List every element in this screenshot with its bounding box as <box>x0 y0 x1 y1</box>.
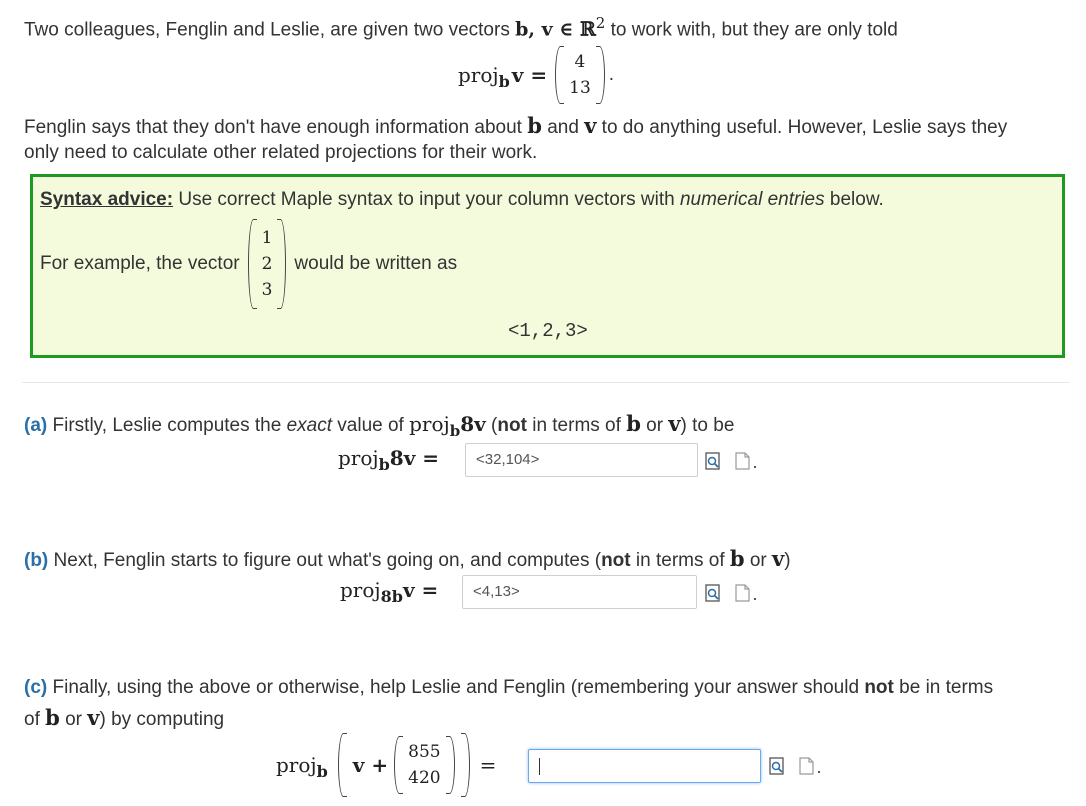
text: Fenglin says that they don't have enough information about <box>24 117 528 138</box>
given-column-vector <box>555 46 605 104</box>
part-c-column-vector <box>394 736 454 794</box>
proj-operator: proj <box>276 753 317 777</box>
text: or <box>640 415 669 436</box>
symbol-b: b <box>626 411 641 436</box>
section-divider <box>22 382 1070 383</box>
symbol-v: v <box>584 113 597 138</box>
text: or <box>59 709 88 730</box>
advice-text: Use correct Maple syntax to input your column vectors with <box>173 189 680 210</box>
example-text: would be written as <box>294 253 458 274</box>
emphasis: exact <box>286 415 333 436</box>
text: Firstly, Leslie computes the <box>47 415 287 436</box>
answer-input-a[interactable]: <32,104> <box>465 443 698 477</box>
part-b-lhs <box>340 578 438 606</box>
given-projection <box>458 44 614 106</box>
proj-subscript: b <box>498 71 510 91</box>
symbol-b: b <box>527 113 542 138</box>
text: ( <box>485 415 498 436</box>
proj-subscript: b <box>378 454 390 474</box>
period: . <box>608 64 615 85</box>
intro-paragraph-2 <box>24 113 1007 139</box>
advice-example-line <box>40 217 457 311</box>
symbol-b: b <box>729 546 745 571</box>
intro-text-2: to work with, but they are only told <box>605 19 898 41</box>
proj-subscript: 8b <box>380 586 403 606</box>
text: to do anything useful. However, Leslie says they <box>596 117 1008 138</box>
vector-entry: 3 <box>261 280 273 300</box>
part-a-lhs <box>338 446 439 474</box>
v-plus: v + <box>352 753 389 777</box>
advice-text: below. <box>824 189 884 210</box>
text: value of <box>332 415 410 436</box>
equals-sign: = <box>479 753 497 777</box>
expr: 8v <box>460 412 486 436</box>
advice-emphasis: numerical entries <box>679 189 825 210</box>
vector-entry: 4 <box>574 52 586 72</box>
intro-paragraph-2-line-2: only need to calculate other related projections for their work. <box>24 142 538 163</box>
text: in terms of <box>526 415 627 436</box>
vectors-symbol: b, v ∈ ℝ <box>515 18 596 41</box>
part-b-question <box>24 546 791 572</box>
text: Next, Fenglin starts to figure out what's going on, and computes ( <box>48 550 602 571</box>
part-c-question <box>24 677 993 699</box>
help-document-icon[interactable] <box>735 584 751 602</box>
preview-icon[interactable] <box>705 452 721 470</box>
vector-entry: 855 <box>408 742 441 762</box>
advice-heading-line <box>40 189 884 211</box>
answer-input-b[interactable]: <4,13> <box>462 575 697 609</box>
example-code: <1,2,3> <box>508 320 588 342</box>
not-emphasis: not <box>864 677 894 698</box>
part-a-question: (a) Firstly, Leslie computes the exact value of proj$_b$8v (not in terms of b or v) to be <box>24 411 735 440</box>
text: ) <box>784 550 791 571</box>
proj-vector-v: v = <box>511 63 548 87</box>
part-c-lhs <box>276 732 496 798</box>
text: of <box>24 709 46 730</box>
intro-text: Two colleagues, Fenglin and Leslie, are given two vectors <box>24 19 516 41</box>
text: ) by computing <box>99 709 225 730</box>
symbol-v: v <box>772 546 785 571</box>
dimension-superscript: 2 <box>595 14 606 32</box>
proj-operator: proj <box>340 578 381 602</box>
example-text: For example, the vector <box>40 253 240 274</box>
preview-icon[interactable] <box>769 757 785 775</box>
part-label: (c) <box>24 677 48 698</box>
not-emphasis: not <box>601 550 631 571</box>
text-caret <box>539 758 540 775</box>
text: or <box>744 550 773 571</box>
proj-subscript: b <box>316 761 328 781</box>
symbol-v: v <box>87 705 100 730</box>
not-emphasis: not <box>497 415 527 436</box>
proj-operator: proj <box>338 446 379 470</box>
part-label: (b) <box>24 550 49 571</box>
part-c-question-line-2 <box>24 705 224 731</box>
vector-entry: 1 <box>261 228 273 248</box>
vector-entry: 13 <box>569 78 591 98</box>
example-column-vector <box>248 219 287 309</box>
vector-entry: 420 <box>408 768 441 788</box>
text: and <box>541 117 585 138</box>
proj-operator: proj <box>458 63 499 87</box>
symbol-b: b <box>45 705 60 730</box>
intro-line-1 <box>24 14 898 41</box>
text: Finally, using the above or otherwise, help Leslie and Fenglin (remembering your answer should <box>47 677 865 698</box>
lhs-rest: v = <box>402 578 439 602</box>
help-document-icon[interactable] <box>799 757 815 775</box>
text: ) to be <box>680 415 735 436</box>
text: be in terms <box>893 677 994 698</box>
help-document-icon[interactable] <box>735 452 751 470</box>
symbol-v: v <box>668 411 681 436</box>
advice-title: Syntax advice: <box>40 189 174 210</box>
text: in terms of <box>630 550 730 571</box>
part-label: (a) <box>24 415 48 436</box>
vector-entry: 2 <box>261 254 273 274</box>
syntax-advice-box <box>30 174 1065 358</box>
lhs-rest: 8v = <box>389 446 440 470</box>
preview-icon[interactable] <box>705 584 721 602</box>
outer-parentheses <box>338 733 470 797</box>
answer-input-c[interactable] <box>528 749 761 783</box>
